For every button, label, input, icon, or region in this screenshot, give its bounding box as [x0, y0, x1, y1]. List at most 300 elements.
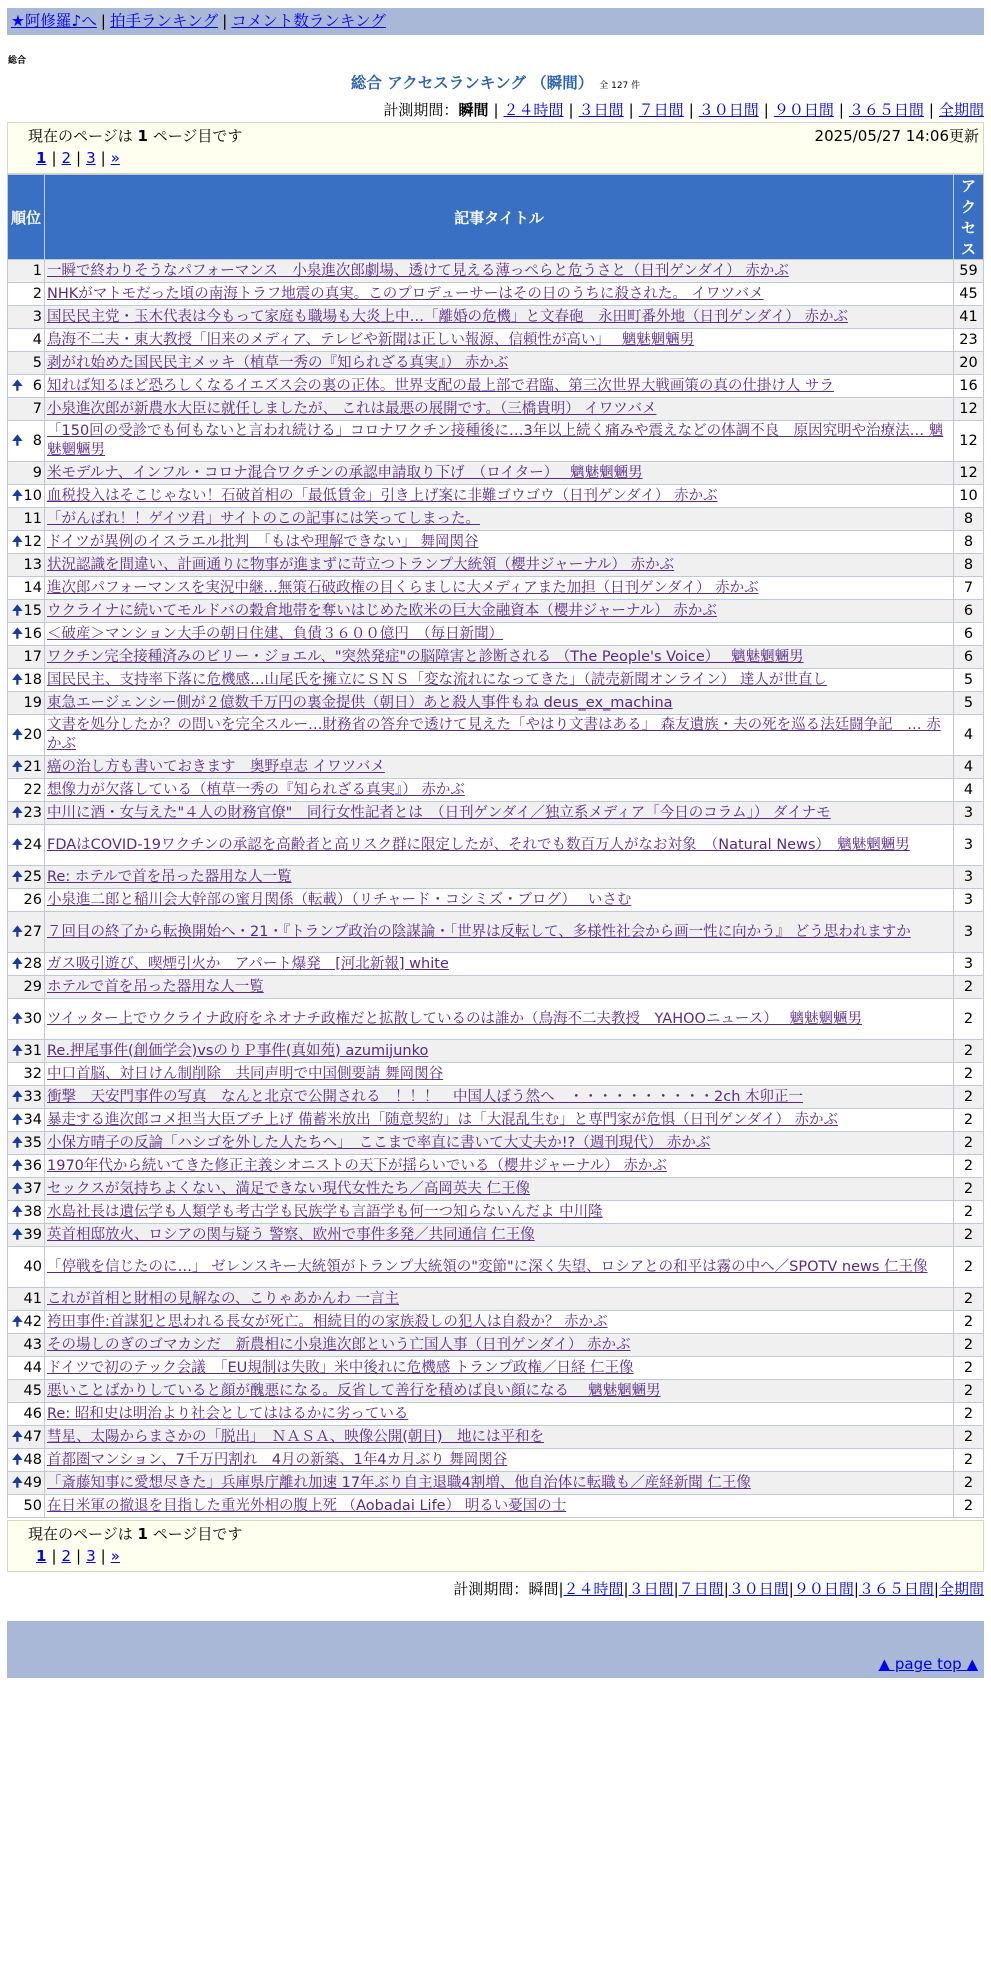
home-link[interactable]: ★阿修羅♪へ: [11, 12, 97, 30]
rank-cell: [8, 1201, 45, 1224]
rank-cell: [8, 283, 45, 306]
period-link[interactable]: ３日間: [628, 1580, 674, 1598]
rank-number: 15: [23, 602, 42, 619]
title-cell: [45, 1288, 954, 1311]
period-link[interactable]: ３日間: [578, 101, 624, 119]
rank-cell: [8, 1063, 45, 1086]
article-link[interactable]: 暴走する進次郎コメ担当大臣ブチ上げ 備蓄米放出「随意契約」は「大混乱生む」と専門家が危惧（日刊ゲンダイ） 赤かぶ: [47, 1111, 839, 1128]
rank-up-arrow-icon: 🠉: [12, 1089, 23, 1105]
title-cell: [45, 866, 954, 889]
article-link[interactable]: Re.押尾事件(創価学会)vsのりＰ事件(真如苑) azumijunko: [47, 1042, 429, 1059]
rank-number: 24: [23, 836, 42, 853]
rank-cell: [8, 1426, 45, 1449]
table-row: [8, 1357, 984, 1380]
rank-up-arrow-icon: 🠉: [12, 837, 23, 853]
table-row: [8, 889, 984, 912]
rank-cell: [8, 1132, 45, 1155]
article-link[interactable]: 中口首脳、対日けん制削除 共同声明で中国側要請 舞岡関谷: [47, 1065, 444, 1082]
table-row: [8, 756, 984, 779]
rank-cell: [8, 1380, 45, 1403]
table-row: [8, 953, 984, 976]
rank-cell: [8, 976, 45, 999]
page-link[interactable]: »: [110, 1547, 120, 1565]
rank-cell: [8, 1086, 45, 1109]
title-cell: [45, 999, 954, 1040]
page-top-bar: [7, 1651, 984, 1678]
table-row: [8, 1426, 984, 1449]
rank-number: 19: [23, 694, 42, 711]
rank-number: 13: [23, 556, 42, 573]
page-link[interactable]: 2: [61, 1547, 72, 1565]
table-row: [8, 1403, 984, 1426]
title-cell: [45, 623, 954, 646]
article-link[interactable]: 小泉進二郎と稲川会大幹部の蜜月関係（転載）（リチャード・コシミズ・ブログ） いさむ: [47, 891, 632, 908]
title-cell: [45, 912, 954, 953]
access-count: 23: [954, 329, 984, 352]
access-count: 12: [954, 398, 984, 421]
article-link[interactable]: ツイッター上でウクライナ政府をネオナチ政権だと拡散しているのは誰か（鳥海不二夫教授 YAHOOニュース） 魑魅魍魎男: [47, 1010, 863, 1027]
article-link[interactable]: 袴田事件:首謀犯と思われる長女が死亡。相続目的の家族殺しの犯人は自殺か？ 赤かぶ: [47, 1313, 608, 1330]
rank-number: 50: [23, 1497, 42, 1514]
page-links: [36, 1545, 979, 1567]
rank-cell: [8, 1224, 45, 1247]
page-link[interactable]: 3: [86, 1547, 96, 1565]
access-count: 2: [954, 1380, 984, 1403]
table-row: [8, 554, 984, 577]
title-cell: [45, 1334, 954, 1357]
period-selector-bottom: [0, 1578, 984, 1599]
article-link[interactable]: 剥がれ始めた国民民主メッキ（植草一秀の『知られざる真実』） 赤かぶ: [47, 354, 509, 371]
access-count: 2: [954, 1224, 984, 1247]
period-link[interactable]: ３０日間: [728, 1580, 789, 1598]
page-link[interactable]: 2: [61, 149, 72, 167]
rank-number: 20: [23, 726, 42, 743]
article-link[interactable]: ドイツが異例のイスラエル批判 「もはや理解できない」 舞岡関谷: [47, 533, 479, 550]
title-cell: [45, 1132, 954, 1155]
access-count: 16: [954, 375, 984, 398]
rank-cell: [8, 260, 45, 283]
page-separator: |: [100, 1547, 106, 1565]
rank-cell: [8, 1178, 45, 1201]
title-cell: [45, 462, 954, 485]
article-link[interactable]: 「停戦を信じたのに…」 ゼレンスキー大統領がトランプ大統領の"変節"に深く失望、ロシアとの和平は霧の中へ／SPOTV news 仁王像: [47, 1258, 928, 1275]
access-count: 3: [954, 912, 984, 953]
access-count: 2: [954, 1040, 984, 1063]
period-separator: |: [558, 1580, 564, 1598]
access-count: 8: [954, 554, 984, 577]
table-row: [8, 283, 984, 306]
rank-number: 42: [23, 1313, 42, 1330]
article-link[interactable]: 1970年代から続いてきた修正主義シオニストの天下が揺らいでいる（櫻井ジャーナル） 赤かぶ: [47, 1157, 667, 1174]
title-cell: [45, 1155, 954, 1178]
period-link[interactable]: ３０日間: [698, 101, 759, 119]
article-link[interactable]: 文書を処分したか？の問いを完全スルー…財務省の答弁で透けて見えた「やはり文書はある」 森友遺族・夫の死を巡る法廷闘争記 … 赤かぶ: [47, 717, 941, 752]
period-link[interactable]: ７日間: [678, 1580, 724, 1598]
period-separator: |: [838, 101, 844, 119]
period-separator: |: [763, 101, 769, 119]
column-header-rank: 順位: [8, 175, 45, 260]
title-cell: [45, 531, 954, 554]
rank-cell: [8, 329, 45, 352]
access-count: 2: [954, 1247, 984, 1288]
rank-number: 48: [23, 1451, 42, 1468]
rank-number: 36: [23, 1157, 42, 1174]
article-link[interactable]: 悪いことばかりしていると顔が醜悪になる。反省して善行を積めば良い顔になる 魑魅魍魎男: [47, 1382, 661, 1399]
rank-up-arrow-icon: 🠉: [12, 1043, 23, 1059]
rank-number: 37: [23, 1180, 42, 1197]
table-row: [8, 1449, 984, 1472]
period-separator: |: [853, 1580, 859, 1598]
table-row: [8, 1063, 984, 1086]
rank-number: 31: [23, 1042, 42, 1059]
title-cell: [45, 953, 954, 976]
rank-up-arrow-icon: 🠉: [12, 869, 23, 885]
rank-number: 1: [32, 262, 42, 279]
rank-cell: [8, 623, 45, 646]
rank-number: 16: [23, 625, 42, 642]
access-count: 20: [954, 352, 984, 375]
table-row: [8, 329, 984, 352]
rank-number: 2: [32, 285, 42, 302]
title-cell: [45, 715, 954, 756]
article-link[interactable]: 小保方晴子の反論「ハシゴを外した人たちへ」 ここまで率直に書いて大丈夫か!?（週刊現代） 赤かぶ: [47, 1134, 711, 1151]
article-link[interactable]: 英首相邸放火、ロシアの関与疑う 警察、欧州で事件多発／共同通信 仁王像: [47, 1226, 535, 1243]
title-cell: [45, 976, 954, 999]
page-link-current[interactable]: 1: [36, 149, 47, 167]
title-cell: [45, 421, 954, 462]
rank-up-arrow-icon: 🠉: [12, 1314, 23, 1330]
access-count: 5: [954, 692, 984, 715]
access-count: 2: [954, 1178, 984, 1201]
title-cell: [45, 375, 954, 398]
table-row: [8, 866, 984, 889]
page-top-link[interactable]: ▲ page top ▲: [878, 1655, 978, 1673]
rank-cell: [8, 999, 45, 1040]
page-separator: |: [76, 1547, 82, 1565]
article-link[interactable]: 国民民主、支持率下落に危機感…山尾氏を擁立にＳＮＳ「変な流れになってきた」（読売新聞オンライン） 達人が世直し: [47, 671, 827, 688]
rank-number: 49: [23, 1474, 42, 1491]
access-count: 3: [954, 825, 984, 866]
rank-number: 22: [23, 781, 42, 798]
rank-number: 4: [32, 331, 42, 348]
table-row: [8, 1247, 984, 1288]
access-count: 12: [954, 421, 984, 462]
period-separator: |: [933, 1580, 939, 1598]
table-row: [8, 779, 984, 802]
period-link[interactable]: ３６５日間: [848, 101, 924, 119]
rank-number: 23: [23, 804, 42, 821]
article-link[interactable]: FDAはCOVID-19ワクチンの承認を高齢者と高リスク群に限定したが、それでも数百万人がなお対象 （Natural News） 魑魅魍魎男: [47, 836, 910, 853]
article-link[interactable]: 癌の治し方も書いておきます 奥野卓志 イワツバメ: [47, 758, 385, 775]
rank-number: 27: [23, 923, 42, 940]
rank-up-arrow-icon: 🠉: [12, 759, 23, 775]
title-cell: [45, 1247, 954, 1288]
rank-up-arrow-icon: 🠉: [12, 433, 23, 449]
access-count: 4: [954, 715, 984, 756]
table-row: [8, 485, 984, 508]
period-label: 計測期間：: [383, 101, 459, 119]
table-row: [8, 1040, 984, 1063]
comment-ranking-link[interactable]: コメント数ランキング: [231, 12, 386, 30]
access-count: 3: [954, 866, 984, 889]
article-link[interactable]: Re: ホテルで首を吊った器用な人一覧: [47, 868, 292, 885]
article-link[interactable]: 国民民主党・玉木代表は今もって家庭も職場も大炎上中…「離婚の危機」と文春砲 永田町番外地（日刊ゲンダイ） 赤かぶ: [47, 308, 848, 325]
access-count: 8: [954, 508, 984, 531]
access-count: 59: [954, 260, 984, 283]
rank-up-arrow-icon: 🠉: [12, 727, 23, 743]
access-count: 3: [954, 889, 984, 912]
article-link[interactable]: これが首相と財相の見解なの、こりゃあかんわ 一言主: [47, 1290, 400, 1307]
table-row: [8, 999, 984, 1040]
rank-number: 39: [23, 1226, 42, 1243]
rank-up-arrow-icon: 🠉: [12, 626, 23, 642]
article-link[interactable]: 「斎藤知事に愛想尽きた」兵庫県庁離れ加速 17年ぶり自主退職4割増、他自治体に転職も／産経新聞 仁王像: [47, 1474, 751, 1491]
rank-up-arrow-icon: 🠉: [12, 1158, 23, 1174]
rank-number: 30: [23, 1010, 42, 1027]
table-row: [8, 421, 984, 462]
table-row: [8, 508, 984, 531]
rank-cell: [8, 756, 45, 779]
rank-cell: [8, 1403, 45, 1426]
access-count: 2: [954, 1086, 984, 1109]
title-cell: [45, 508, 954, 531]
current-page-text: 現在のページは 1 ページ目です: [28, 127, 243, 145]
table-row: [8, 1155, 984, 1178]
rank-cell: [8, 462, 45, 485]
table-row: [8, 600, 984, 623]
article-link[interactable]: ドイツで初のテック会議 「EU規制は失敗」米中後れに危機感 トランプ政権／日経 仁王像: [47, 1359, 634, 1376]
rank-number: 21: [23, 758, 42, 775]
rank-cell: [8, 779, 45, 802]
rank-cell: [8, 889, 45, 912]
title-cell: [45, 554, 954, 577]
period-separator: |: [628, 101, 634, 119]
access-count: 2: [954, 1426, 984, 1449]
table-row: [8, 1086, 984, 1109]
rank-cell: [8, 531, 45, 554]
article-link[interactable]: 血税投入はそこじゃない！石破首相の「最低賃金」引き上げ案に非難ゴウゴウ（日刊ゲンダイ） 赤かぶ: [47, 487, 718, 504]
item-count: 全 127 件: [599, 81, 641, 91]
rank-up-arrow-icon: 🠉: [12, 956, 23, 972]
title-cell: [45, 306, 954, 329]
article-link[interactable]: ウクライナに続いてモルドバの穀倉地帯を奪いはじめた欧米の巨大金融資本（櫻井ジャーナル） 赤かぶ: [47, 602, 717, 619]
rank-number: 35: [23, 1134, 42, 1151]
table-row: [8, 1334, 984, 1357]
title-cell: [45, 260, 954, 283]
access-count: 45: [954, 283, 984, 306]
clap-ranking-link[interactable]: 拍手ランキング: [110, 12, 219, 30]
access-count: 2: [954, 1334, 984, 1357]
page-title: [0, 71, 991, 93]
access-count: 2: [954, 1357, 984, 1380]
table-row: [8, 825, 984, 866]
title-cell: [45, 779, 954, 802]
article-link[interactable]: 「150回の受診でも何もないと言われ続ける」コロナワクチン接種後に…3年以上続く痛みや震えなどの体調不良 原因究明や治療法… 魑魅魍魎男: [47, 423, 944, 458]
table-row: [8, 1109, 984, 1132]
rank-up-arrow-icon: 🠉: [12, 488, 23, 504]
title-cell: [45, 802, 954, 825]
table-row: [8, 531, 984, 554]
article-link[interactable]: 「がんばれ！！ゲイツ君」サイトのこの記事には笑ってしまった。: [47, 510, 480, 527]
article-link[interactable]: 米モデルナ、インフル・コロナ混合ワクチンの承認申請取り下げ （ロイター） 魑魅魍魎男: [47, 464, 643, 481]
rank-up-arrow-icon: 🠉: [12, 603, 23, 619]
rank-number: 25: [23, 868, 42, 885]
rank-up-arrow-icon: 🠉: [12, 1112, 23, 1128]
period-current: 瞬間: [458, 101, 489, 119]
article-link[interactable]: 進次郎パフォーマンスを実況中継…無策石破政権の目くらましに大メディアまた加担（日刊ゲンダイ） 赤かぶ: [47, 579, 759, 596]
period-label: 計測期間：: [453, 1580, 529, 1598]
period-separator: |: [723, 1580, 729, 1598]
rank-number: 45: [23, 1382, 42, 1399]
table-row: [8, 1132, 984, 1155]
rank-number: 11: [23, 510, 42, 527]
period-link[interactable]: 全期間: [938, 101, 984, 119]
article-link[interactable]: ガス吸引遊び、喫煙引火か アパート爆発 [河北新報] white: [47, 955, 449, 972]
period-link[interactable]: ２４時間: [503, 101, 564, 119]
rank-up-arrow-icon: 🠉: [12, 1135, 23, 1151]
rank-cell: [8, 306, 45, 329]
period-link[interactable]: 全期間: [938, 1580, 984, 1598]
rank-number: 32: [23, 1065, 42, 1082]
article-link[interactable]: ホテルで首を吊った器用な人一覧: [47, 978, 264, 995]
access-count: 2: [954, 1063, 984, 1086]
rank-number: 8: [32, 432, 42, 449]
rank-cell: [8, 669, 45, 692]
access-count: 2: [954, 1132, 984, 1155]
rank-cell: [8, 1247, 45, 1288]
rank-cell: [8, 1495, 45, 1518]
article-link[interactable]: セックスが気持ちよくない、満足できない現代女性たち／高岡英夫 仁王像: [47, 1180, 530, 1197]
access-count: 3: [954, 802, 984, 825]
rank-cell: [8, 692, 45, 715]
table-row: [8, 375, 984, 398]
article-link[interactable]: 知れば知るほど恐ろしくなるイエズス会の裏の正体。世界支配の最上部で君臨、第三次世界大戦画策の真の仕掛け人 サラ: [47, 377, 835, 394]
period-link[interactable]: ９０日間: [773, 101, 834, 119]
title-cell: [45, 1472, 954, 1495]
rank-cell: [8, 1040, 45, 1063]
article-link[interactable]: NHKがマトモだった頃の南海トラフ地震の真実。このプロデューサーはその日のうちに殺された。 イワツバメ: [47, 285, 764, 302]
article-link[interactable]: ７回目の終了から転換開始へ・21・『トランプ政治の陰謀論・「世界は反転して、多様性社会から画一性に向かう』 どう思われますか: [47, 923, 911, 940]
access-count: 4: [954, 779, 984, 802]
page-link-current[interactable]: 1: [36, 1547, 47, 1565]
access-count: 2: [954, 1109, 984, 1132]
column-header-title: 記事タイトル: [45, 175, 954, 260]
title-cell: [45, 398, 954, 421]
access-count: 6: [954, 600, 984, 623]
article-link[interactable]: 中川に酒・女与えた"４人の財務官僚" 同行女性記者とは （日刊ゲンダイ／独立系メディア「今日のコラム」） ダイナモ: [47, 804, 831, 821]
title-cell: [45, 1449, 954, 1472]
title-cell: [45, 600, 954, 623]
article-link[interactable]: 在日米軍の撤退を目指した重光外相の腹上死 （Aobadai Life） 明るい憂国の士: [47, 1497, 567, 1514]
title-cell: [45, 1063, 954, 1086]
page-links: [36, 147, 979, 169]
rank-cell: [8, 352, 45, 375]
article-link[interactable]: ワクチン完全接種済みのビリー・ジョエル、"突然発症"の脳障害と診断される （The People's Voice） 魑魅魍魎男: [47, 648, 804, 665]
rank-up-arrow-icon: 🠉: [12, 378, 23, 394]
title-cell: [45, 1403, 954, 1426]
access-count: 3: [954, 953, 984, 976]
rank-cell: [8, 802, 45, 825]
page-link[interactable]: »: [110, 149, 120, 167]
access-count: 6: [954, 623, 984, 646]
access-count: 12: [954, 462, 984, 485]
rank-cell: [8, 375, 45, 398]
article-link[interactable]: 想像力が欠落している（植草一秀の『知られざる真実』） 赤かぶ: [47, 781, 465, 798]
rank-number: 26: [23, 891, 42, 908]
access-count: 2: [954, 1472, 984, 1495]
table-row: [8, 802, 984, 825]
article-link[interactable]: 彗星、太陽からまさかの「脱出」 ＮＡＳＡ、映像公開(朝日) 地には平和を: [47, 1428, 545, 1445]
access-count: 5: [954, 669, 984, 692]
rank-cell: [8, 1288, 45, 1311]
period-link[interactable]: ９０日間: [793, 1580, 854, 1598]
rank-up-arrow-icon: 🠉: [12, 924, 23, 940]
article-link[interactable]: 東急エージェンシー側が２億数千万円の裏金提供（朝日）あと殺人事件もね deus_ex_machina: [47, 694, 673, 711]
rank-number: 46: [23, 1405, 42, 1422]
table-row: [8, 669, 984, 692]
nav-separator: |: [222, 12, 228, 30]
article-link[interactable]: 首都圏マンション、7千万円割れ 4月の新築、1年4カ月ぶり 舞岡関谷: [47, 1451, 508, 1468]
period-separator: |: [688, 101, 694, 119]
period-separator: |: [788, 1580, 794, 1598]
rank-number: 29: [23, 978, 42, 995]
table-row: [8, 260, 984, 283]
access-count: 10: [954, 485, 984, 508]
table-row: [8, 352, 984, 375]
rank-cell: [8, 577, 45, 600]
top-navigation: [7, 8, 984, 35]
access-count: 2: [954, 1201, 984, 1224]
article-link[interactable]: その場しのぎのゴマカシだ 新農相に小泉進次郎という亡国人事（日刊ゲンダイ） 赤かぶ: [47, 1336, 631, 1353]
article-link[interactable]: Re: 昭和史は明治より社会としてははるかに劣っている: [47, 1405, 409, 1422]
article-link[interactable]: 一瞬で終わりそうなパフォーマンス 小泉進次郎劇場、透けて見える薄っぺらと危うさと（日刊ゲンダイ） 赤かぶ: [47, 262, 789, 279]
page-link[interactable]: 3: [86, 149, 96, 167]
title-cell: [45, 1178, 954, 1201]
rank-number: 6: [32, 377, 42, 394]
rank-cell: [8, 825, 45, 866]
article-link[interactable]: 状況認識を間違い、計画通りに物事が進まずに苛立つトランプ大統領（櫻井ジャーナル） 赤かぶ: [47, 556, 675, 573]
article-link[interactable]: 水島社長は遺伝学も人類学も考古学も民族学も言語学も何一つ知らないんだよ 中川隆: [47, 1203, 603, 1220]
period-separator: |: [493, 101, 499, 119]
rank-number: 47: [23, 1428, 42, 1445]
title-cell: [45, 1357, 954, 1380]
rank-number: 10: [23, 487, 42, 504]
title-cell: [45, 1040, 954, 1063]
rank-up-arrow-icon: 🠉: [12, 1011, 23, 1027]
period-link[interactable]: ２４時間: [563, 1580, 624, 1598]
period-link[interactable]: ３６５日間: [858, 1580, 934, 1598]
article-link[interactable]: ＜破産＞マンション大手の朝日住建、負債３６００億円 （毎日新聞）: [47, 625, 504, 642]
article-link[interactable]: 衝撃 天安門事件の写真 なんと北京で公開される ！！！ 中国人ぼう然へ ・・・・・・・・・・2ch 木卯正一: [47, 1088, 803, 1105]
title-cell: [45, 283, 954, 306]
article-link[interactable]: 小泉進次郎が新農水大臣に就任しましたが、 これは最悪の展開です。（三橋貴明） イワツバメ: [47, 400, 657, 417]
title-cell: [45, 329, 954, 352]
rank-number: 9: [32, 464, 42, 481]
table-row: [8, 398, 984, 421]
table-row: [8, 623, 984, 646]
category-label: 総合: [8, 56, 27, 66]
access-count: 41: [954, 306, 984, 329]
article-link[interactable]: 鳥海不二夫・東大教授「旧来のメディア、テレビや新聞は正しい報源、信頼性が高い」 魑魅魍魎男: [47, 331, 695, 348]
rank-cell: [8, 398, 45, 421]
table-row: [8, 1201, 984, 1224]
period-link[interactable]: ７日間: [638, 101, 684, 119]
title-cell: [45, 646, 954, 669]
title-cell: [45, 1495, 954, 1518]
period-current: 瞬間: [528, 1580, 559, 1598]
period-separator: |: [928, 101, 934, 119]
rank-cell: [8, 1449, 45, 1472]
